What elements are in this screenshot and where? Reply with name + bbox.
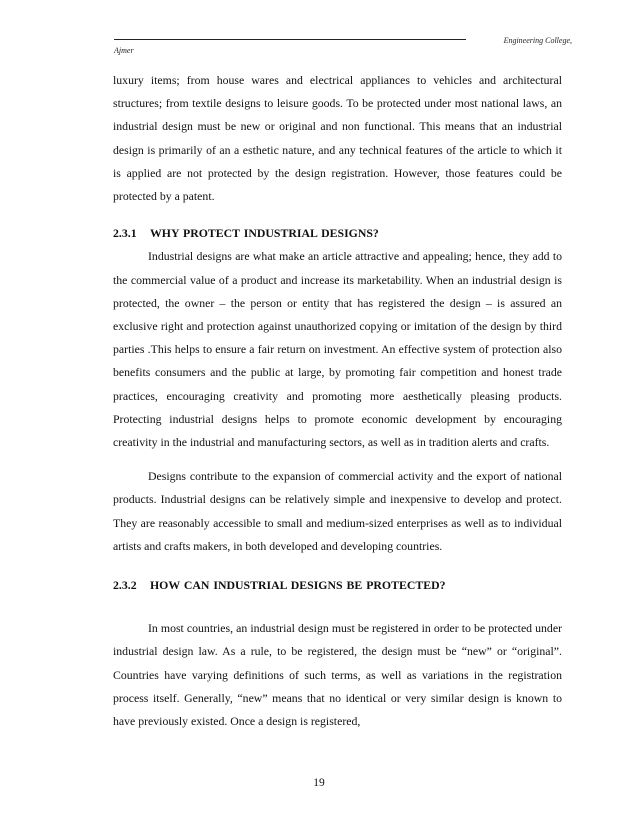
page-number: 19 [313,777,325,789]
section-2-3-1-paragraph-2: Designs contribute to the expansion of commercial activity and the export of national products. Industrial designs can be relatively simple and inexpensive to develop and protect. They are reasonably accessible to small and medium-sized enterprises as well as to individual artists and crafts makers, in both developed and developing countries. [113,469,562,553]
section-2-3-2-paragraph-1: In most countries, an industrial design must be registered in order to be protected under industrial design law. As a rule, to be registered, the design must be “new” or “original”. Countries have varying definitions of such terms, as well as variations in the registration process itself. Generally, “new” means that no identical or very similar design is known to have previously existed. Once a design is registered, [113,621,562,729]
spacer [113,454,562,465]
header-institution: Engineering College, [503,36,572,45]
header-rule [114,39,466,40]
section-title: WHY PROTECT INDUSTRIAL DESIGNS? [150,226,379,241]
section-number: 2.3.1 [113,226,137,241]
spacer [113,208,562,222]
header-city: Ajmer [114,46,134,55]
section-heading-2-3-1 [113,222,562,245]
section-2-3-1-paragraph-1: Industrial designs are what make an article attractive and appealing; hence, they add to the commercial value of a product and increase its marketability. When an industrial design is protected, the owner – the person or entity that has registered the design – is assured an exclusive right and protection against unauthorized copying or imitation of the design by third parties .This helps to ensure a fair return on investment. An effective system of protection also benefits consumers and the public at large, by promoting fair competition and honest trade practices, encouraging creativity and promoting more aesthetically pleasing products. Protecting industrial designs helps to promote economic development by encouraging creativity in the industrial and manufacturing sectors, as well as in tradition alerts and crafts. [113,249,562,450]
section-heading-2-3-2 [113,574,562,597]
spacer [113,558,562,574]
intro-paragraph: luxury items; from house wares and electrical appliances to vehicles and architectural structures; from textile designs to leisure goods. To be protected under most national laws, an industrial design must be new or original and non functional. This means that an industrial design is primarily of an a esthetic nature, and any technical features of the article to which it is applied are not protected by the design registration. However, those features could be protected by a patent. [113,73,562,204]
document-body [113,69,562,733]
section-number: 2.3.2 [113,578,137,593]
section-title: HOW CAN INDUSTRIAL DESIGNS BE PROTECTED? [150,578,446,593]
spacer [113,597,562,617]
